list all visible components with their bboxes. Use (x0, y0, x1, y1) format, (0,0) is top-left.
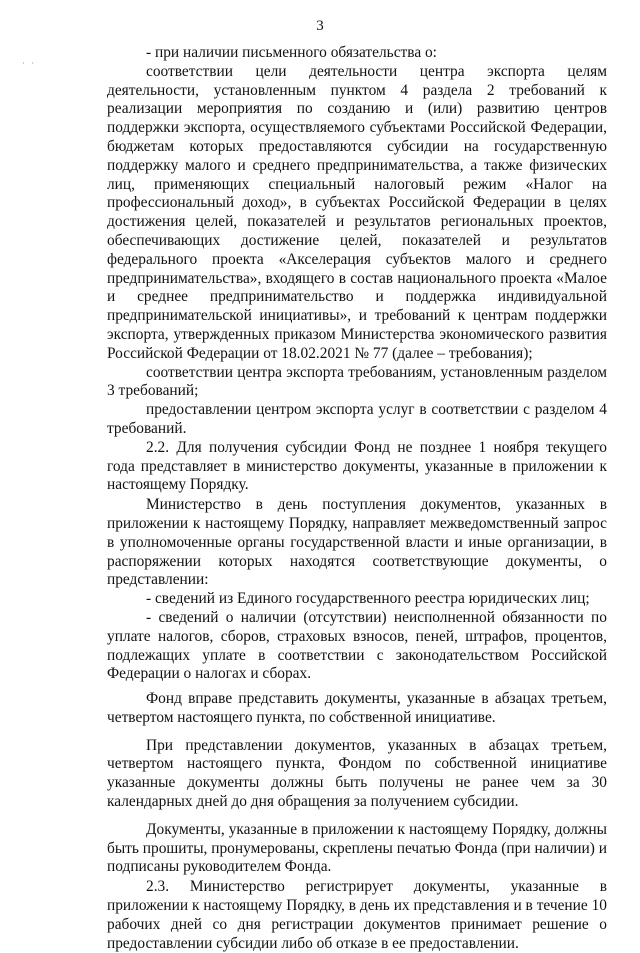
document-body (107, 44, 607, 953)
page-number: 3 (316, 18, 324, 34)
paragraph-2-3: 2.3. Министерство регистрирует документы, указанные в приложении к настоящему Порядку, в день их представления и в течение 10 рабочих дней со дня регистрации документов принимает решение о предоставлении субсидии либо об отказе в ее предоставлении. (107, 878, 607, 952)
list-item-egrul: - сведений из Единого государственного реестра юридических лиц; (146, 590, 590, 608)
margin-mark: · · (22, 58, 37, 68)
paragraph-2-2: 2.2. Для получения субсидии Фонд не позднее 1 ноября текущего года представляет в министерство документы, указанные в приложении к настоящему Порядку. (107, 438, 607, 494)
list-item-tax-obligations: - сведений о наличии (отсутствии) неисполненной обязанности по уплате налогов, сборов, страховых взносов, пеней, штрафов, процентов, подлежащих уплате в соответствии с законодательством Российской Федерации о налогах и сборах. (107, 608, 607, 683)
paragraph-documents-bound: Документы, указанные в приложении к настоящему Порядку, должны быть прошиты, пронумерованы, скреплены печатью Фонда (при наличии) и подписаны руководителем Фонда. (107, 820, 607, 876)
paragraph-section-3-compliance: соответствии центра экспорта требованиям, установленным разделом 3 требований; (107, 363, 607, 400)
paragraph-interagency-request: Министерство в день поступления документов, указанных в приложении к настоящему Порядку, направляет межведомственный запрос в уполномоченные органы государственной власти и иные организации, в распоряжении которых находятся соответствующие документы, о представлении: (107, 496, 607, 589)
paragraph-own-initiative: Фонд вправе представить документы, указанные в абзацах третьем, четвертом настоящего пункта, по собственной инициативе. (107, 690, 607, 726)
paragraph-intro: - при наличии письменного обязательства о: (146, 44, 437, 61)
paragraph-section-4-services: предоставлении центром экспорта услуг в соответствии с разделом 4 требований. (107, 401, 607, 437)
paragraph-30-days: При представлении документов, указанных в абзацах третьем, четвертом настоящего пункта, Фондом по собственной инициативе указанные документы должны быть получены не ранее чем за 30 календарных дней до дня обращения за получением субсидии. (107, 736, 607, 811)
paragraph-goal-compliance: соответствии цели деятельности центра экспорта целям деятельности, установленным пунктом 4 раздела 2 требований к реализации мероприятия по созданию и (или) развитию центров поддержки экспорта, осуществляемого субъектами Российской Федерации, бюджетам которых предоставляются субсидии на государственную поддержку малого и среднего предпринимательства, а также физических лиц, применяющих специальный налоговый режим «Налог на профессиональный доход», в субъектах Российской Федерации в целях достижения целей, показателей и результатов региональных проектов, обеспечивающих достижение целей, показателей и результатов федерального проекта «Акселерация субъектов малого и среднего предпринимательства», входящего в состав национального проекта «Малое и среднее предпринимательство и поддержка индивидуальной предпринимательской инициативы», и требований к центрам поддержки экспорта, утвержденных приказом Министерства экономического развития Российской Федерации от 18.02.2021 № 77 (далее – требования); (107, 62, 607, 362)
